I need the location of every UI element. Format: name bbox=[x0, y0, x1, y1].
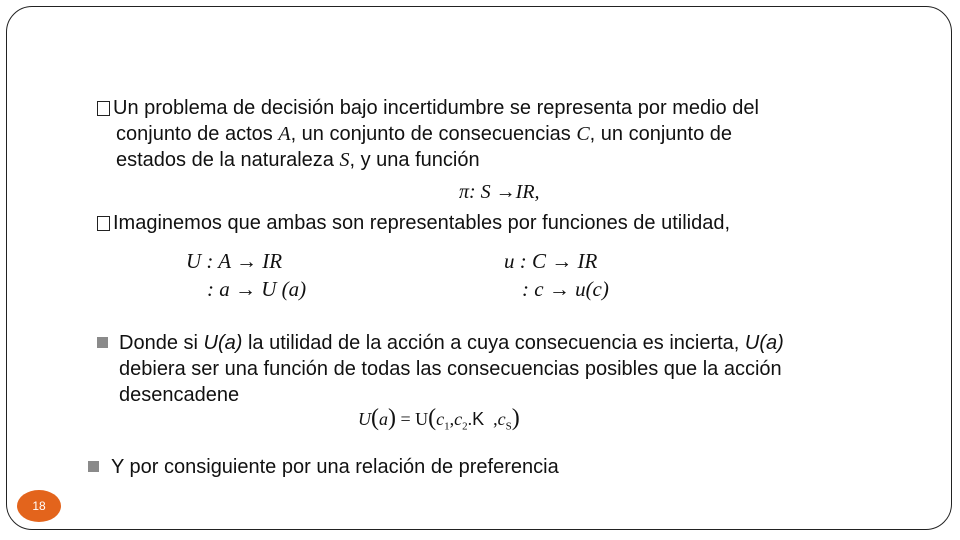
bullet3-text1b: la utilidad de la acción a cuya consecuencia es incierta, bbox=[242, 332, 745, 354]
bullet3-text2: debiera ser una función de todas las consecuencias posibles que la acción bbox=[119, 358, 782, 380]
formula-u-symbol: U bbox=[358, 409, 371, 429]
bullet1-line1 bbox=[97, 95, 759, 121]
utility-left-bottom: : a → U (a) bbox=[207, 277, 307, 301]
formula-c-symbol: c bbox=[436, 409, 445, 429]
formula-sub-1: 1 bbox=[444, 420, 450, 433]
square-bullet-icon bbox=[88, 461, 99, 472]
square-bullet-icon bbox=[97, 337, 108, 348]
box-bullet-icon bbox=[97, 101, 110, 116]
set-s-symbol: S bbox=[339, 149, 350, 171]
formula-equals-u: = U bbox=[400, 409, 429, 429]
utility-left-top: U : A → IR bbox=[186, 249, 283, 273]
bullet3-line1 bbox=[119, 330, 784, 356]
bullet3-text1a: Donde si bbox=[119, 332, 204, 354]
bullet3-line2 bbox=[119, 356, 782, 382]
utility-consequences-formula: $U(a) = U(c_1,c_2.K$ $,c_S$) bbox=[358, 405, 520, 433]
formula-c-symbol: c bbox=[497, 409, 506, 429]
set-c-symbol: C bbox=[576, 123, 590, 145]
bullet3-text3: desencadene bbox=[119, 384, 240, 406]
bullet1-text2a: conjunto de actos bbox=[116, 123, 279, 145]
formula-sub-2: 2 bbox=[462, 420, 468, 433]
u-of-a-term: U(a) bbox=[203, 332, 243, 354]
formula-a-symbol: a bbox=[379, 409, 388, 429]
bullet1-line2 bbox=[116, 121, 732, 147]
bullet1-text1: Un problema de decisión bajo incertidumbre se representa por medio del bbox=[113, 97, 759, 119]
slide-frame bbox=[6, 6, 952, 530]
formula-sub-s: S bbox=[505, 420, 512, 433]
set-a-symbol: A bbox=[278, 123, 291, 145]
utility-right-top: u : C → IR bbox=[504, 249, 598, 273]
bullet1-text2b: , un conjunto de consecuencias bbox=[290, 123, 577, 145]
utility-right-bottom: : c → u(c) bbox=[522, 277, 609, 301]
pi-function-formula: π: S →IR, bbox=[459, 181, 540, 203]
bullet3-line3 bbox=[119, 382, 239, 408]
page-number-badge: 18 bbox=[17, 490, 61, 522]
bullet2-line bbox=[97, 210, 730, 236]
box-bullet-icon bbox=[97, 216, 110, 231]
bullet1-line3 bbox=[116, 147, 480, 173]
u-of-a-term: U(a) bbox=[744, 332, 784, 354]
formula-k-symbol: K bbox=[472, 409, 485, 429]
bullet1-text3a: estados de la naturaleza bbox=[116, 149, 340, 171]
bullet2-text: Imaginemos que ambas son representables por funciones de utilidad, bbox=[113, 212, 731, 234]
bullet1-text3b: , y una función bbox=[349, 149, 480, 171]
bullet4-line bbox=[111, 454, 559, 480]
formula-c-symbol: c bbox=[454, 409, 463, 429]
bullet4-text: Y por consiguiente por una relación de preferencia bbox=[111, 456, 559, 478]
bullet1-text2c: , un conjunto de bbox=[589, 123, 733, 145]
